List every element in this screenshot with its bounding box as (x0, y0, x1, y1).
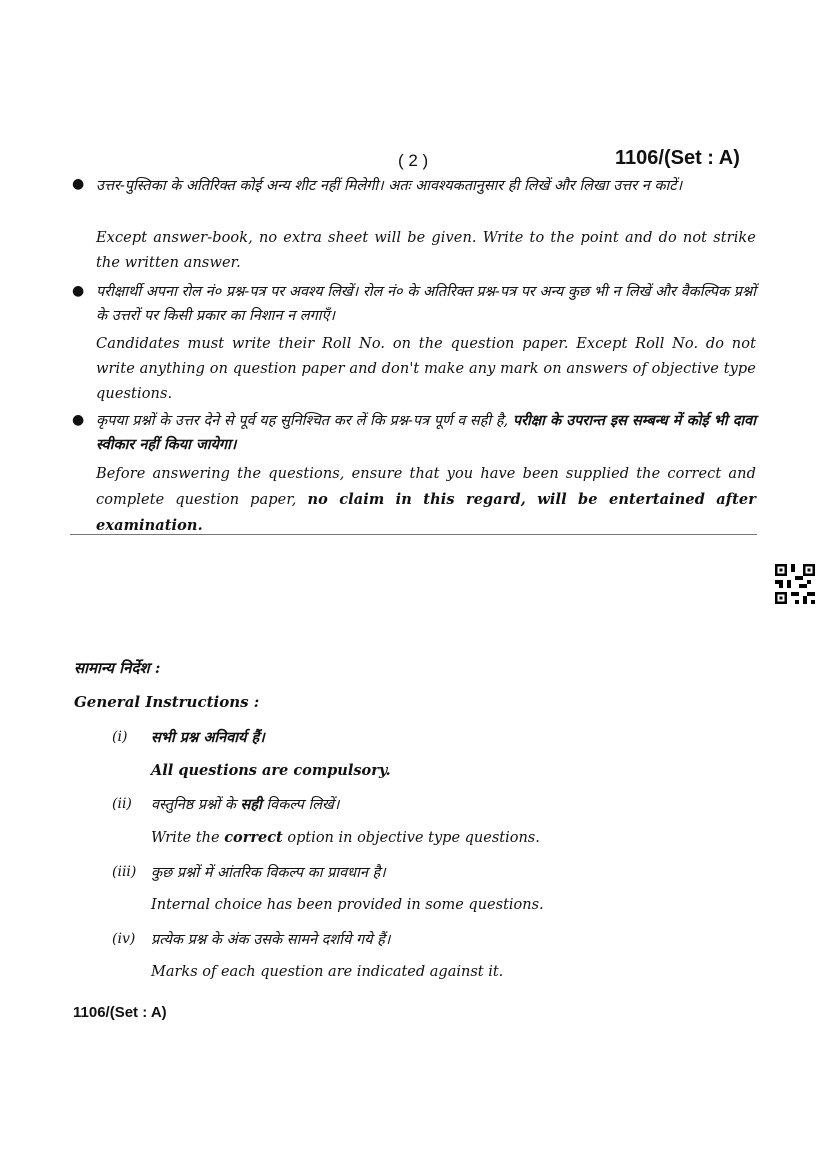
item-3-english: Internal choice has been provided in some questions. (151, 897, 544, 913)
item-number: (iv) (112, 931, 136, 947)
bullet-icon: ● (72, 412, 85, 428)
item-4-hindi: प्रत्येक प्रश्न के अंक उसके सामने दर्शाये गये हैं। (151, 932, 391, 948)
general-instructions-hindi-heading: सामान्य निर्देश : (74, 659, 161, 677)
item-2-english-a: Write the (151, 830, 220, 846)
item-4-english: Marks of each question are indicated against it. (151, 964, 504, 980)
item-number: (ii) (112, 796, 132, 812)
paper-code: 1106/(Set : A) (615, 147, 740, 169)
note-1-english: Except answer-book, no extra sheet will be given. Write to the point and do not strike the written answer. (96, 230, 756, 271)
bullet-icon: ● (72, 283, 85, 299)
footer-paper-code: 1106/(Set : A) (73, 1004, 167, 1021)
page-number: ( 2 ) (398, 151, 429, 170)
item-1-english: All questions are compulsory. (151, 762, 391, 779)
item-2-hindi-b: विकल्प लिखें। (266, 797, 340, 813)
note-3-hindi (96, 409, 756, 457)
note-2-hindi: परीक्षार्थी अपना रोल नं० प्रश्न-पत्र पर अवश्य लिखें। रोल नं० के अतिरिक्त प्रश्न-पत्र पर अन्य कुछ भी न लिखें और वैकल्पिक प्रश्नों के उत्तरों पर किसी प्रकार का निशान न लगाएँ। (96, 284, 756, 324)
item-3-hindi: कुछ प्रश्नों में आंतरिक विकल्प का प्रावधान है। (151, 865, 386, 881)
qr-code-icon (775, 564, 815, 604)
item-1-hindi: सभी प्रश्न अनिवार्य हैं। (151, 729, 265, 746)
general-instructions-heading: General Instructions : (74, 693, 260, 711)
item-2-english (151, 829, 540, 846)
note-3-hindi-text: कृपया प्रश्नों के उत्तर देने से पूर्व यह सुनिश्चित कर लें कि प्रश्न-पत्र पूर्ण व सही है, (96, 413, 509, 429)
item-number: (iii) (112, 864, 137, 880)
note-3-hindi-bold: परीक्षा के उपरान्त इस सम्बन्ध में कोई भी दावा स्वीकार नहीं किया जायेगा। (96, 412, 756, 453)
item-2-hindi-bold: सही (240, 796, 262, 813)
bullet-icon: ● (72, 176, 85, 192)
divider (70, 534, 757, 535)
note-2-english: Candidates must write their Roll No. on the question paper. Except Roll No. do not write anything on question paper and don't make any mark on answers of objective type questions. (96, 336, 756, 402)
item-2-english-bold: correct (224, 829, 283, 846)
note-1-hindi: उत्तर-पुस्तिका के अतिरिक्त कोई अन्य शीट नहीं मिलेगी। अतः आवश्यकतानुसार ही लिखें और लिखा उत्तर न काटें। (96, 178, 683, 194)
item-2-english-b: option in objective type questions. (287, 830, 540, 846)
note-3-english-text: Before answering the questions, ensure that you have been supplied the correct and complete question paper, (96, 466, 756, 508)
note-3-english (96, 462, 756, 539)
item-number: (i) (112, 729, 128, 745)
item-2-hindi-a: वस्तुनिष्ठ प्रश्नों के (151, 797, 236, 813)
note-3-english-bold: no claim in this regard, will be entertained after examination. (96, 491, 756, 534)
item-2-hindi (151, 794, 339, 814)
